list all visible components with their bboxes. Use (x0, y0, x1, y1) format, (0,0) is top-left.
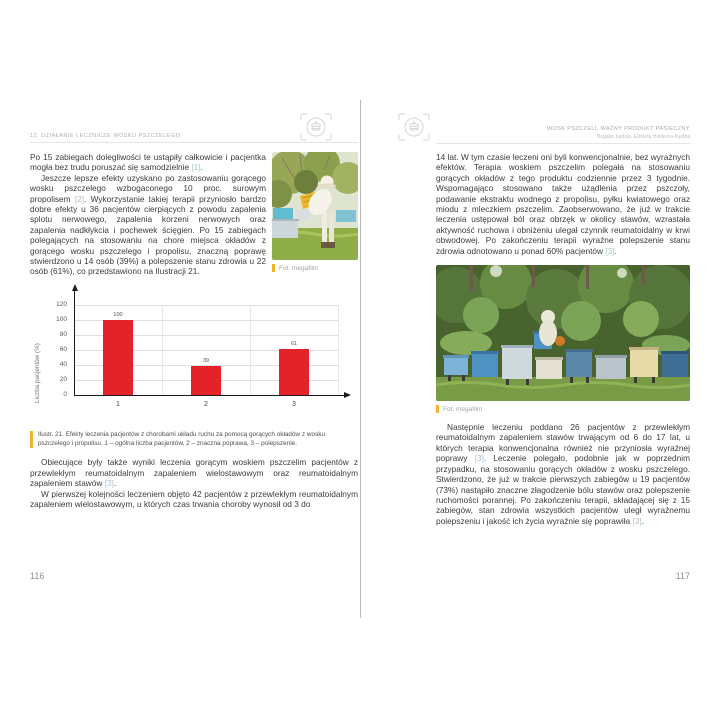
chart-y-tick-label: 120 (56, 300, 67, 308)
figure-caption-text: Ilustr. 21. Efekty leczenia pacjentów z chorobami układu ruchu za pomocą gorących okładów z wosku pszczelego i propolisu. 1 – ogólna liczba pacjentów, 2 – znaczna poprawa, 3 – polepszenie. (38, 430, 326, 447)
beekeeper-photo (272, 152, 358, 277)
chart-bar (279, 349, 309, 395)
paragraph: Obiecujące były także wyniki leczenia gorącym woskiem pszczelim pacjentów z przewlekłym reumatoidalnym zapaleniem wielostawowym oraz reumatoidalnym zapaleniem stawów [3]. (30, 457, 358, 489)
photo-credit (436, 405, 690, 413)
body-text-b (436, 422, 690, 526)
page-number: 117 (675, 571, 690, 581)
chart-gridline-vertical (162, 305, 163, 395)
hive-stamp-icon (397, 112, 431, 142)
apiary-photo-illustration (436, 265, 690, 401)
chart-gridline-vertical (338, 305, 339, 395)
citation-ref: [3] (474, 453, 484, 464)
book-title: WOSK PSZCZELI, WAŻNY PRODUKT PASIECZNY (546, 126, 690, 132)
chart-y-tick-label: 0 (63, 390, 67, 398)
chart-bar (103, 320, 133, 395)
chart-bar-value-label: 39 (202, 357, 210, 364)
body-text-top (30, 152, 266, 277)
chart-x-tick-label: 3 (292, 400, 296, 408)
chart-y-axis-label: Liczba pacjentów (%) (34, 343, 41, 403)
credit-accent-bar (272, 264, 275, 272)
credit-text: Fot. megafilm (443, 405, 483, 413)
beekeeper-photo-illustration (272, 152, 358, 260)
citation-ref: [2] (74, 193, 85, 204)
chart-bar (191, 366, 221, 395)
chart-y-tick-label: 40 (59, 360, 67, 368)
chart-y-tick-label: 80 (59, 330, 67, 338)
body-text-bottom (30, 457, 358, 509)
header-rule (436, 143, 690, 144)
hive-stamp-glyph (397, 112, 431, 142)
chart-y-axis-arrow (72, 284, 78, 291)
paragraph: Jeszcze lepsze efekty uzyskano po zastosowaniu gorącego wosku pszczelego wzbogaconego 10 proc. surowym propolisem [2]. Wykorzystanie takiej terapii przyniosło bardzo dobre efekty u 36 pacjentów cierpiących z powodu zapalenia splotu nerwowego, zapalenia korzeni nerwowych oraz zapalenia nadkłykcia i pochewek ścięgien. Po 15 zabiegach polegających na stosowaniu na chore miejsca okładów z gorącego wosku pszczelego i propolisu, znaczną poprawę stwierdzono u 14 osób (39%) a polepszenie stanu zdrowia u 22 osób (61%), co przedstawiono na Ilustracji 21. (30, 172, 267, 277)
page-gutter-divider (360, 100, 361, 618)
chart-x-axis-arrow (344, 392, 351, 398)
citation-ref: [3] (632, 515, 642, 526)
paragraph: Następnie leczeniu poddano 26 pacjentów z przewlekłym reumatoidalnym zapaleniem stawów trwającym od 6 do 17 lat, u których terapia konwencjonalna również nie przyniosła wyraźnej poprawy [3]. Leczenie polegało, podobnie jak w poprzednim przypadku, na stosowaniu gorących okładów z wosku pszczelego. Stwierdzono, że już w trakcie pierwszych zabiegów u 19 pacjentów (73%) nastąpiło znaczne złagodzenie bólu stawów oraz polepszenie ruchomości porannej. Po zakończeniu terapii, składającej się z 15 zabiegów, stan zdrowia wszystkich pacjentów uległ wyraźnemu polepszeniu i jakość ich życia wyraźnie się poprawiła [3]. (436, 422, 691, 526)
chart-x-tick-label: 1 (116, 400, 120, 408)
running-header: 12. DZIAŁANIE LECZNICZE WOSKU PSZCZELEGO (30, 133, 181, 139)
bar-chart (30, 283, 358, 423)
chart-y-tick-label: 20 (59, 375, 67, 383)
chart-y-tick-label: 100 (56, 315, 67, 323)
chart-x-axis (74, 395, 346, 396)
body-text-a (436, 152, 690, 256)
paragraph: W pierwszej kolejności leczeniem objęto 42 pacjentów z przewlekłym reumatoidalnym zapaleniem wielostawowym, u których czas trwania choroby wynosił od 3 do (30, 488, 358, 509)
paragraph: 14 lat. W tym czasie leczeni oni byli konwencjonalnie, bez wyraźnych efektów. Terapia woskiem pszczelim polegała na stosowaniu gorących okładów z tego produktu codziennie przez 3 tygodnie. Wspomagająco stosowano także użądlenia przez pszczoły, podawanie ekstraktu wodnego z propolisu, pyłku kwiatowego oraz miodu z mleczkiem pszczelim. Zaobserwowano, że już w trakcie leczenia ustępował ból oraz obrzęk w okolicy stawów, wzrastała aktywność ruchowa i obniżeniu ulegał czynnik reumatoidalny w krwi obwodowej. Po zakończeniu terapii wyraźne polepszenie stanu zdrowia odnotowano u ponad 60% pacjentów [3]. (436, 152, 690, 256)
text-and-photo-row (30, 152, 358, 277)
chart-gridline (74, 305, 338, 306)
figure-caption (30, 431, 335, 448)
chart-bar-value-label: 61 (290, 341, 298, 348)
chart-x-tick-label: 2 (204, 400, 208, 408)
page-number: 116 (30, 571, 45, 581)
apiary-photo (436, 265, 690, 401)
credit-text: Fot. megafilm (279, 264, 319, 272)
book-authors: Bogdan Kędzia, Elżbieta Hołderna-Kędzia (596, 134, 690, 140)
caption-accent-bar (30, 431, 33, 448)
paragraph: Po 15 zabiegach dolegliwości te ustąpiły całkowicie i pacjentka mogła bez trudu poruszać się samodzielnie [1]. (30, 152, 266, 173)
chart-gridline-vertical (250, 305, 251, 395)
left-page (30, 133, 358, 603)
chart-y-tick-label: 60 (59, 345, 67, 353)
right-page (436, 126, 690, 606)
chart-y-axis (74, 291, 75, 395)
citation-ref: [1] (191, 162, 201, 173)
photo-credit (272, 264, 358, 272)
chart-plot-area (42, 283, 352, 423)
credit-accent-bar (436, 405, 439, 413)
citation-ref: [3] (104, 478, 114, 489)
header-rule (30, 142, 358, 143)
citation-ref: [3] (605, 245, 615, 256)
chart-bar-value-label: 100 (113, 311, 123, 318)
running-header (436, 126, 690, 140)
